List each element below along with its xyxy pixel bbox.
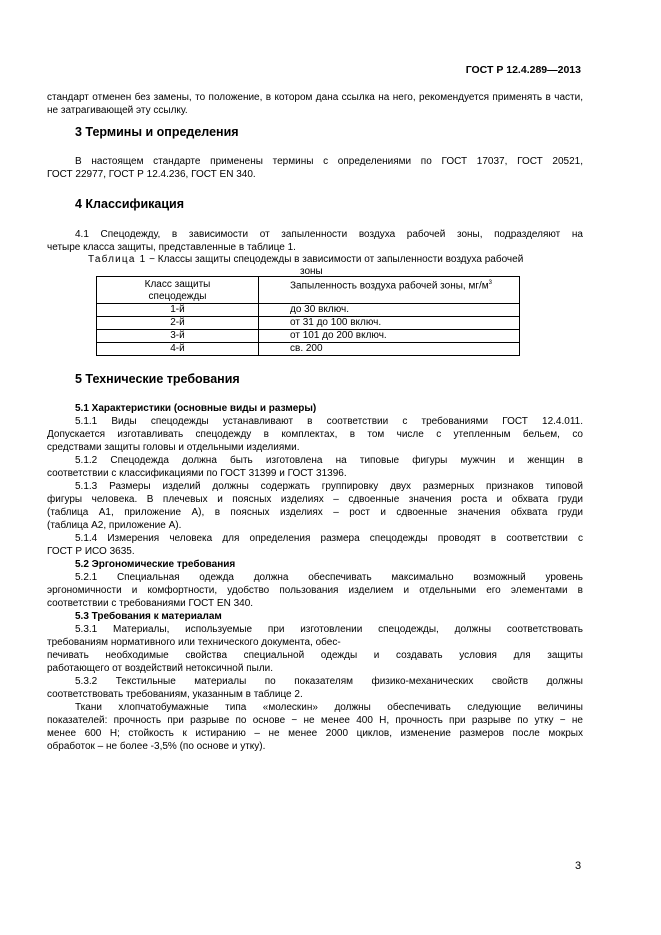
table-caption-label: Таблица 1 [88,254,147,265]
dust-cell: до 30 включ. [259,304,520,317]
text-line: 5.2.1 Специальная одежда должна обеспечивать максимально возможный уровень [75,572,583,583]
text-line: обработок – не более -3,5% (по основе и утку). [47,741,266,752]
table-row [97,317,520,330]
dust-cell: от 101 до 200 включ. [259,330,520,343]
text-line: 4.1 Спецодежду, в зависимости от запыленности воздуха рабочей зоны, подразделяют на [75,229,583,240]
text-line: печивать необходимые свойства специальной одежды и создавать условия для защиты [47,650,583,661]
intro-line: не затрагивающей эту ссылку. [47,105,188,116]
text-line: требованиям нормативного или технического документа, обес- [47,637,341,648]
text-line: Допускается изготавливать спецодежду в комплектах, в том числе с утепленным бельем, со [47,429,583,440]
text-line: соответствовать требованиям, указанным в таблице 2. [47,689,303,700]
subsection-5-1-title: 5.1 Характеристики (основные виды и размеры) [75,403,317,414]
text-line: четыре класса защиты, представленные в таблице 1. [47,242,296,253]
text-line: 5.1.2 Спецодежда должна быть изготовлена на типовые фигуры мужчин и женщин в [75,455,583,466]
subsection-5-3-title: 5.3 Требования к материалам [75,611,222,622]
table-row [97,330,520,343]
text-line: средствами защиты головы и отдельными изделиями. [47,442,300,453]
text-line: фигуры человека. В плечевых и поясных изделиях – сдвоенные значения роста и обхвата груди [47,494,583,505]
intro-paragraph [47,91,583,117]
text-line: (таблица А1, приложение А), в поясных изделиях – рост и сдвоенные значения обхвата груди [47,507,583,518]
text-line: работающего от воздействий нетоксичной пыли. [47,663,274,674]
header-class-line: спецодежды [148,291,207,302]
table-row [97,343,520,356]
class-cell: 2-й [97,317,259,330]
text-line: 5.3.1 Материалы, используемые при изготовлении спецодежды, должны соответствовать [75,624,583,635]
section-4-title: 4 Классификация [75,197,185,211]
subsection-5-2-title: 5.2 Эргономические требования [75,559,236,570]
table-caption-text: Классы защиты спецодежды в зависимости от запыленности воздуха рабочей [157,254,524,265]
text-line: В настоящем стандарте применены термины с определениями по ГОСТ 17037, ГОСТ 20521, [75,156,583,167]
class-cell: 3-й [97,330,259,343]
header-class-line: Класс защиты [144,279,211,290]
table-header-row [97,277,520,304]
text-line: 5.1.4 Измерения человека для определения размера спецодежды проводят в соответствии с [75,533,583,544]
text-line: 5.3.2 Текстильные материалы по показателям физико-механических свойств должны [75,676,583,687]
dust-cell: от 31 до 100 включ. [259,317,520,330]
header-dust-label: Запыленность воздуха рабочей зоны, мг/м [290,280,489,292]
text-line: эргономичности и комфортности, удобство пользования изделием и отдельными его элементами в [47,585,583,596]
text-line: показателей: прочность при разрыве по основе − не менее 400 Н, прочность при разрыве по утку − не [47,715,583,726]
classification-table [96,276,520,356]
text-line: соответствии с требованиями ГОСТ EN 340. [47,598,254,609]
section-5-body [47,402,583,753]
table-row [97,304,520,317]
table-caption-line2: зоны [300,266,323,277]
text-line: 5.1.1 Виды спецодежды устанавливают в соответствии с требованиями ГОСТ 12.4.011. [75,416,583,427]
text-line: (таблица А2, приложение А). [47,520,182,531]
section-3-paragraph [47,155,583,181]
intro-line: стандарт отменен без замены, то положение, в котором дана ссылка на него, рекомендуется применять в части, [47,92,583,103]
header-class-cell [97,277,259,304]
class-cell: 4-й [97,343,259,356]
header-dust-sup: 3 [488,280,493,286]
text-line: ГОСТ Р ИСО 3635. [47,546,135,557]
class-cell: 1-й [97,304,259,317]
dust-cell: св. 200 [259,343,520,356]
table-caption-dash: − [146,254,158,265]
page-number: 3 [575,860,582,872]
text-line: Ткани хлопчатобумажные типа «молескин» должны обеспечивать следующие величины [75,702,583,713]
section-3-title: 3 Термины и определения [75,125,239,139]
section-4-paragraph [47,228,583,254]
text-line: 5.1.3 Размеры изделий должны содержать группировку двух размерных признаков типовой [75,481,583,492]
text-line: менее 600 Н; стойкость к истиранию – не менее 2000 циклов, изменение размеров после мокрых [47,728,583,739]
text-line: ГОСТ 22977, ГОСТ Р 12.4.236, ГОСТ EN 340. [47,169,256,180]
text-line: соответствии с классификациями по ГОСТ 31399 и ГОСТ 31396. [47,468,347,479]
document-header: ГОСТ Р 12.4.289—2013 [465,64,581,76]
section-5-title: 5 Технические требования [75,372,240,386]
header-dust-cell [259,277,520,304]
